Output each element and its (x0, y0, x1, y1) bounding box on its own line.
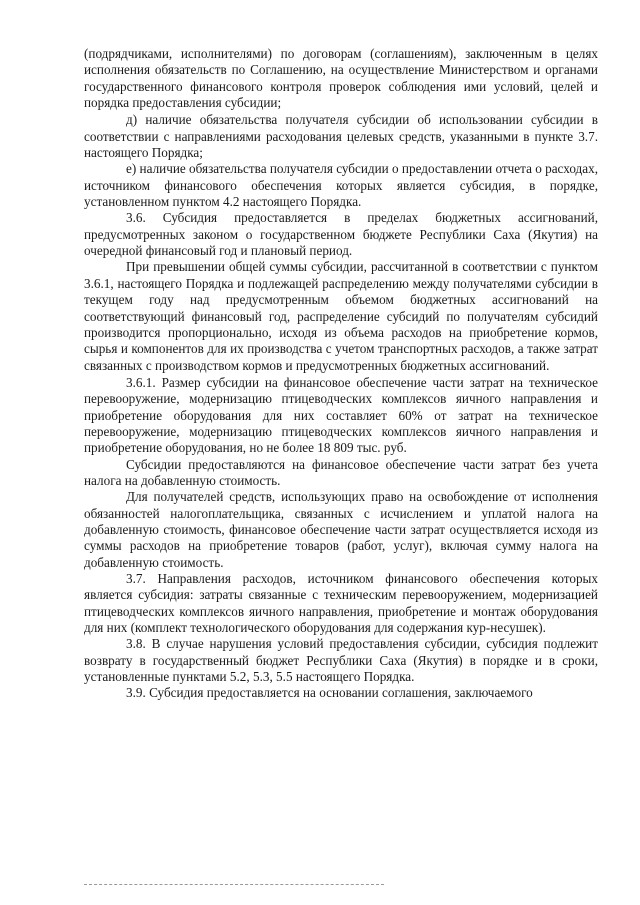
paragraph-vat-exclusion: Субсидии предоставляются на финансовое обеспечение части затрат без учета налога на добавленную стоимость. (84, 456, 598, 488)
paragraph-3-8: 3.8. В случае нарушения условий предоставления субсидии, субсидия подлежит возврату в государственный бюджет Республики Саха (Якутия) в порядке и в сроки, установленные пунктами 5.2, 5.3, 5.5 настоящего Порядка. (84, 636, 598, 685)
paragraph-vat-exemption: Для получателей средств, использующих право на освобождение от исполнения обязанностей налогоплательщика, связанных с исчислением и уплатой налога на добавленную стоимость, финансовое обеспечение части затрат осуществляется исходя из суммы расходов на приобретение товаров (работ, услуг), включая сумму налога на добавленную стоимость. (84, 489, 598, 570)
paragraph-3-9: 3.9. Субсидия предоставляется на основании соглашения, заключаемого (126, 685, 533, 701)
paragraph-item-e: е) наличие обязательства получателя субсидии о предоставлении отчета о расходах, источником финансового обеспечения которых является субсидия, в порядке, установленном пунктом 4.2 настоящего Порядка. (84, 161, 598, 210)
paragraph-3-7: 3.7. Направления расходов, источником финансового обеспечения которых является субсидия: затраты связанные с техническим перевооружением, модернизацией птицеводческих комплексов яичного направления, приобретение и монтаж оборудования для них (комплект технологического оборудования для содержания кур-несушек). (84, 571, 598, 636)
paragraph-contractors: (подрядчиками, исполнителями) по договорам (соглашениям), заключенным в целях исполнения обязательств по Соглашению, на осуществление Министерством и органами государственного финансового контроля проверок соблюдения ими условий, целей и порядка предоставления субсидии; (84, 46, 598, 111)
footer-scan-line (84, 884, 384, 885)
document-page (84, 46, 598, 702)
paragraph-item-d: д) наличие обязательства получателя субсидии об использовании субсидии в соответствии с направлениями расходования целевых средств, указанными в пункте 3.7. настоящего Порядка; (84, 112, 598, 161)
paragraph-excess-subsidy: При превышении общей суммы субсидии, рассчитанной в соответствии с пунктом 3.6.1, настоящего Порядка и подлежащей распределению между получателями субсидии в текущем году над предусмотренным объемом бюджетных ассигнований на соответствующий финансовый год, распределение субсидий по получателям субсидий производится пропорционально, исходя из объема расходов на приобретение кормов, сырья и компонентов для их производства с учетом транспортных расходов, а также затрат связанных с производством кормов и предусмотренных бюджетных ассигнований. (84, 259, 598, 373)
paragraph-3-6: 3.6. Субсидия предоставляется в пределах бюджетных ассигнований, предусмотренных законом о государственном бюджете Республики Саха (Якутия) на очередной финансовый год и плановый период. (84, 210, 598, 259)
paragraph-3-6-1: 3.6.1. Размер субсидии на финансовое обеспечение части затрат на техническое перевооружение, модернизацию птицеводческих комплексов яичного направления и приобретение оборудования для них составляет 60% от затрат на техническое перевооружение, модернизацию птицеводческих комплексов яичного направления и приобретение оборудования, но не более 18 809 тыс. руб. (84, 374, 598, 456)
